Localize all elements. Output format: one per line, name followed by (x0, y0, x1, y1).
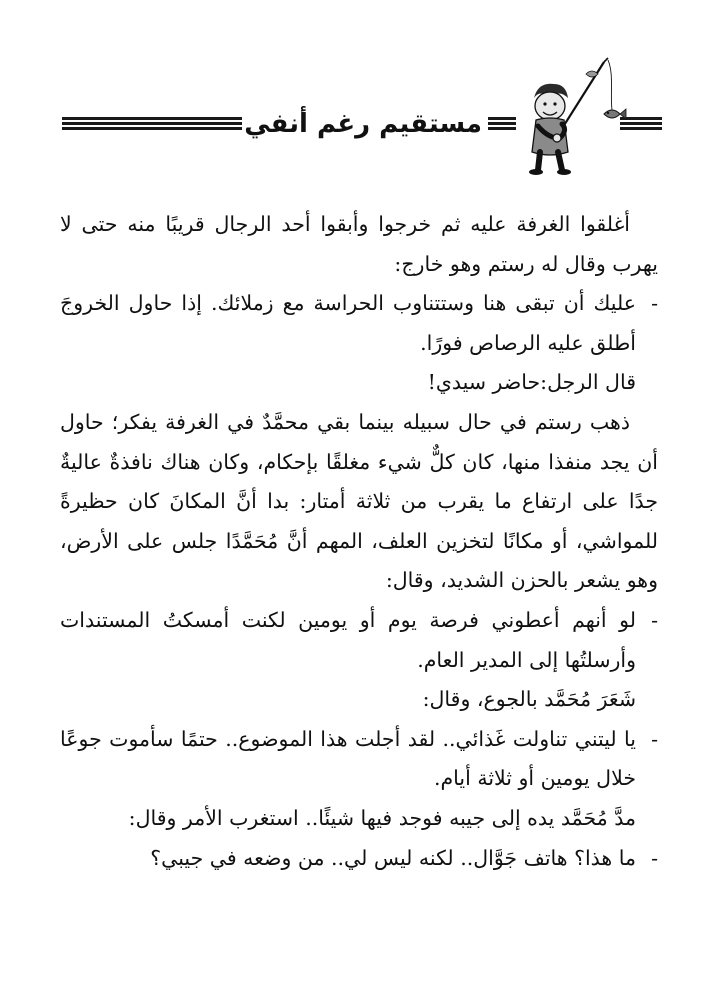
dialog-line-3 (60, 720, 658, 799)
dialog-line-4 (60, 839, 658, 879)
dialog-line-2 (60, 601, 658, 680)
header-rule-middle (488, 117, 516, 129)
page-header (0, 0, 720, 200)
paragraph-2: قال الرجل:حاضر سيدي! (427, 370, 636, 395)
dialog-text-1: عليك أن تبقى هنا وستتناوب الحراسة مع زملائك. إذا حاول الخروجَ أطلق عليه الرصاص فورًا. (60, 291, 636, 355)
dialog-dash: - (651, 845, 658, 870)
paragraph-5: مدَّ مُحَمَّد يده إلى جيبه فوجد فيها شيئًا.. استغرب الأمر وقال: (128, 805, 636, 830)
dialog-dash: - (651, 607, 658, 632)
header-rule-left (62, 117, 242, 129)
dialog-text-3: يا ليتني تناولت غَذائي.. لقد أجلت هذا الموضوع.. حتمًا سأموت جوعًا خلال يومين أو ثلاثة أيام. (60, 726, 636, 791)
page-body (60, 205, 658, 878)
dialog-text-4: ما هذا؟ هاتف جَوَّال.. لكنه ليس لي.. من وضعه في جيبي؟ (150, 845, 636, 870)
paragraph-4: شَعَرَ مُحَمَّد بالجوع، وقال: (422, 687, 636, 712)
dialog-dash: - (651, 291, 658, 316)
dialog-text-2: لو أنهم أعطوني فرصة يوم أو يومين لكنت أمسكتُ المستندات وأرسلتُها إلى المدير العام. (60, 607, 636, 672)
paragraph-3: ذهب رستم في حال سبيله بينما بقي محمَّدٌ في الغرفة يفكر؛ حاول أن يجد منفذا منها، كان كلٌّ شيء مغلقًا بإحكام، وكان هناك نافذةٌ عاليةٌ جدًا على ارتفاع ما يقرب من ثلاثة أمتار: بدا أنَّ المكانَ كان حظيرةً للمواشي، أو مكانًا لتخزين العلف، المهم أنَّ مُحَمَّدًا جلس على الأرض، وهو يشعر بالحزن الشديد، وقال: (60, 409, 658, 593)
dialog-line-1 (60, 284, 658, 363)
boy-fishing-illustration (516, 54, 628, 176)
chapter-title: مستقيم رغم أنفي (244, 109, 482, 139)
paragraph-1: أغلقوا الغرفة عليه ثم خرجوا وأبقوا أحد الرجال قريبًا منه حتى لا يهرب وقال له رستم وهو خارج: (60, 212, 658, 276)
dialog-dash: - (651, 726, 658, 751)
